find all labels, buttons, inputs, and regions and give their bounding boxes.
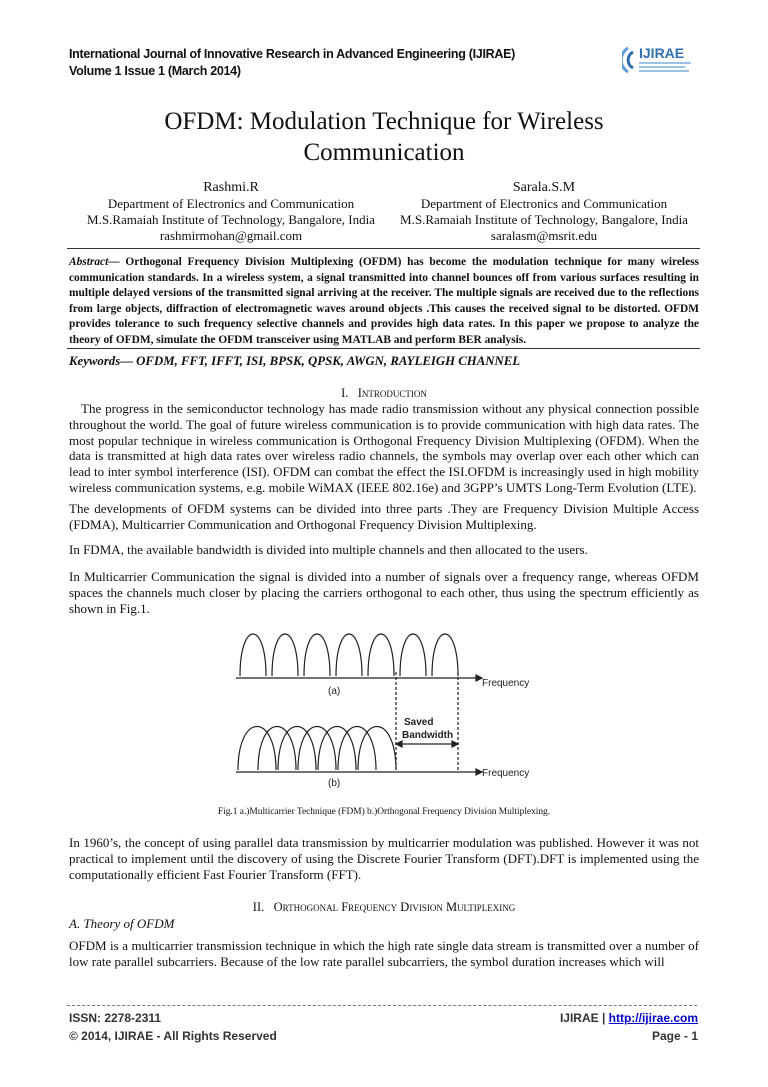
logo-icon	[622, 40, 702, 80]
author-institution: M.S.Ramaiah Institute of Technology, Bangalore, India	[400, 212, 688, 227]
ofdm-theory-paragraph: OFDM is a multicarrier transmission technique in which the high rate single data stream is transmitted over a number of low rate parallel subcarriers. Because of the low rate parallel subcarriers, the symbol duration increases which will	[69, 938, 699, 969]
ofdm-carrier-4	[298, 727, 336, 771]
figure-label-b: (b)	[328, 778, 341, 789]
abstract-text: Orthogonal Frequency Division Multiplexing (OFDM) has become the modulation technique for many wireless communication standards. In a wireless system, a signal transmitted into channel bounces off from various surfaces resulting in multiple delayed versions of the transmitted signal arriving at the receiver. The multiple signals are received due to the reflections from large objects, diffraction of electromagnetic waves around objects .This causes the received signal to be distorted. OFDM provides tolerance to such frequency selective channels and provides high data rates. In this paper we propose to analyze the theory of OFDM, simulate the OFDM transceiver using MATLAB and perform BER analysis.	[69, 256, 699, 346]
paper-title	[120, 106, 648, 168]
ofdm-carrier-5	[318, 727, 356, 771]
journal-url-link[interactable]: http://ijirae.com	[608, 1011, 698, 1025]
figure-label-a: (a)	[328, 686, 341, 697]
author-block-2	[384, 179, 704, 244]
author-name: Rashmi.R	[203, 180, 259, 195]
abstract-bottom-rule	[67, 348, 700, 349]
figure-caption: Fig.1 a.)Multicarrier Technique (FDM) b.)Orthogonal Frequency Division Multiplexing.	[217, 807, 551, 817]
intro-paragraph-1: The progress in the semiconductor technology has made radio transmission without any physical connection possible throughout the world. The goal of future wireless communication is to provide communication with high data rates. The most popular technique in wireless communication is Orthogonal Frequency Division Multiplexing (OFDM). When the data is transmitted at high data rates over wireless radio channels, the symbols may overlap over each other which can lead to inter symbol interference (ISI). OFDM can combat the effect the ISI.OFDM is increasingly used in high mobility wireless communication systems, e.g. mobile WiMAX (IEEE 802.16e) and 3GPP’s UMTS Long-Term Evolution (LTE).	[69, 401, 699, 495]
footer-rule	[67, 1005, 697, 1006]
title-line-2: Communication	[303, 139, 465, 166]
saved-bandwidth-label-2: Bandwidth	[402, 730, 454, 741]
abstract-top-rule	[67, 248, 700, 249]
fdm-carrier-4	[336, 634, 362, 676]
footer-right	[560, 1009, 698, 1045]
section-heading-introduction	[69, 386, 699, 401]
section-number: II.	[252, 900, 265, 914]
journal-logo	[622, 40, 702, 80]
subsection-heading: A. Theory of OFDM	[69, 916, 175, 931]
fdm-carrier-2	[272, 634, 298, 676]
paragraph-dft: In 1960’s, the concept of using parallel data transmission by multicarrier modulation was published. However it was not practical to implement until the discovery of using the Discrete Fourier Transform (DFT).DFT is implemented using the computationally efficient Fast Fourier Transform (FFT).	[69, 835, 699, 882]
ofdm-carrier-3	[278, 727, 316, 771]
section-number: I.	[341, 386, 349, 400]
frequency-label-a: Frequency	[482, 678, 530, 689]
ofdm-spectrum-diagram	[236, 620, 536, 798]
author-institution: M.S.Ramaiah Institute of Technology, Bangalore, India	[87, 212, 375, 227]
fdm-carrier-1	[240, 634, 266, 676]
section-heading-ofdm	[69, 900, 699, 915]
saved-bandwidth-arrowhead-right	[452, 741, 458, 747]
author-department: Department of Electronics and Communication	[420, 196, 668, 211]
intro-paragraph-2: The developments of OFDM systems can be divided into three parts .They are Frequency Division Multiple Access (FDMA), Multicarrier Communication and Orthogonal Frequency Division Multiplexing.	[69, 501, 699, 532]
title-line-1: OFDM: Modulation Technique for Wireless	[164, 108, 604, 135]
fdm-carrier-5	[368, 634, 394, 676]
ofdm-carrier-1	[238, 727, 276, 771]
footer-journal: IJIRAE |	[559, 1011, 606, 1025]
intro-paragraph-4: In Multicarrier Communication the signal is divided into a number of signals over a frequency range, whereas OFDM spaces the channels much closer by placing the carriers orthogonal to each other, thus using the spectrum efficiently as shown in Fig.1.	[69, 569, 699, 616]
fdm-carrier-3	[304, 634, 330, 676]
footer-copyright: © 2014, IJIRAE - All Rights Reserved	[69, 1029, 277, 1043]
author-email: saralasm@msrit.edu	[490, 228, 598, 243]
ofdm-carrier-7	[358, 727, 396, 771]
fdm-carrier-6	[400, 634, 426, 676]
figure-1	[236, 620, 536, 798]
section-title: Orthogonal Frequency Division Multiplexing	[273, 900, 516, 914]
journal-name: International Journal of Innovative Research in Advanced Engineering (IJIRAE)	[69, 47, 515, 61]
journal-volume: Volume 1 Issue 1 (March 2014)	[69, 64, 241, 78]
footer-left	[69, 1009, 277, 1045]
frequency-label-b: Frequency	[482, 768, 530, 779]
keywords: Keywords— OFDM, FFT, IFFT, ISI, BPSK, QPSK, AWGN, RAYLEIGH CHANNEL	[69, 354, 521, 368]
saved-bandwidth-label-1: Saved	[404, 717, 434, 728]
author-department: Department of Electronics and Communication	[107, 196, 355, 211]
saved-bandwidth-arrowhead-left	[396, 741, 402, 747]
ofdm-carrier-6	[338, 727, 376, 771]
author-name: Sarala.S.M	[512, 180, 576, 195]
journal-header	[69, 46, 589, 80]
author-block-1	[70, 179, 392, 244]
section-title: Introduction	[357, 386, 427, 400]
logo-text: IJIRAE	[639, 45, 685, 61]
author-email: rashmirmohan@gmail.com	[159, 228, 303, 243]
fdm-carrier-7	[432, 634, 458, 676]
footer-issn: ISSN: 2278-2311	[69, 1011, 162, 1025]
abstract-lead: Abstract—	[69, 256, 120, 268]
intro-paragraph-3: In FDMA, the available bandwidth is divided into multiple channels and then allocated to the users.	[69, 542, 588, 557]
ofdm-carrier-2	[258, 727, 296, 771]
abstract	[69, 255, 699, 349]
footer-page-number: Page - 1	[651, 1029, 698, 1043]
